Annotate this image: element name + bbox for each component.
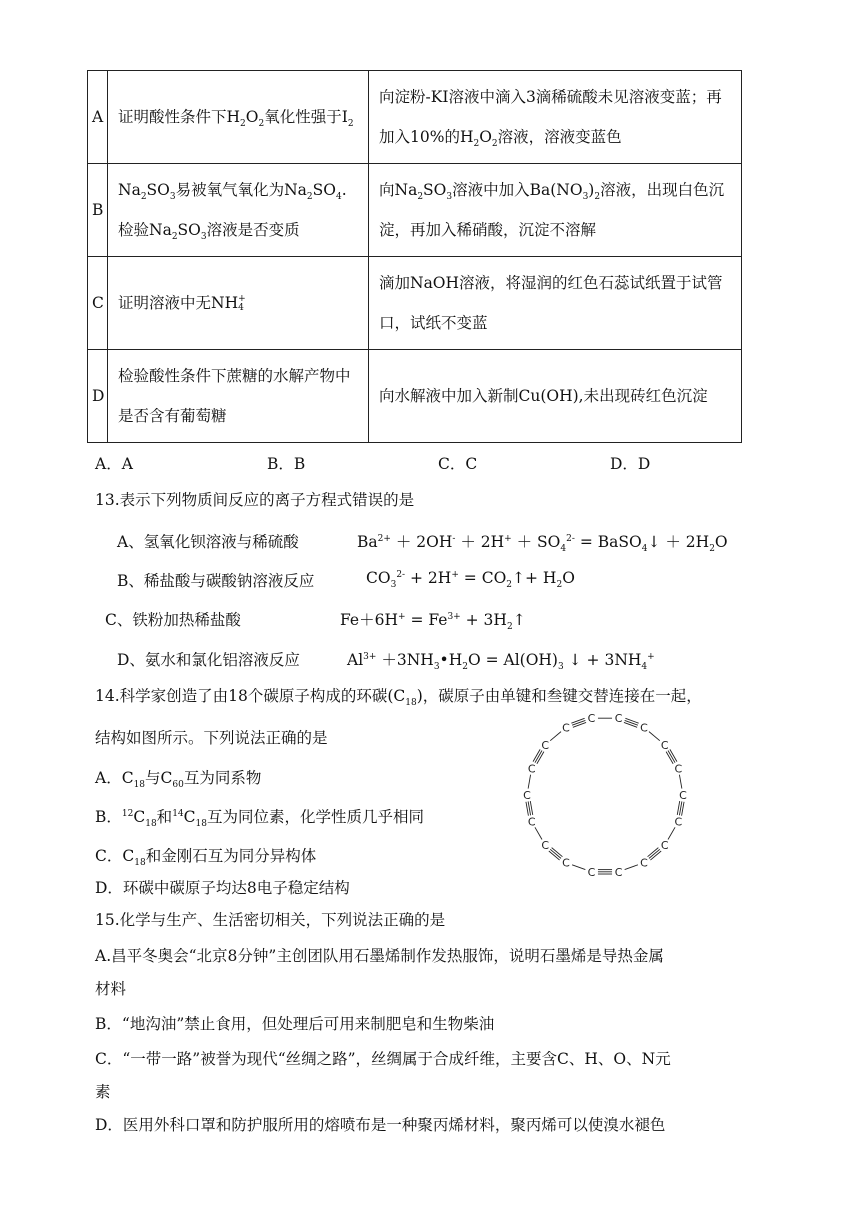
single-bond-line	[679, 775, 681, 789]
carbon-atom-label: C	[660, 738, 669, 752]
q15-option-a-cont: 材料	[95, 980, 127, 998]
carbon-atom-label: C	[614, 865, 623, 879]
carbon-atom-label: C	[640, 856, 648, 870]
row-purpose: $Na_2SO_3$易被氧气氧化为$Na_2SO_4$.检验$Na_2SO_3$溶液是否变质	[108, 164, 369, 257]
carbon-atom-label: C	[527, 762, 536, 776]
q14-option-c: C．$C_{18}$和金刚石互为同分异构体	[95, 847, 317, 869]
table-row	[88, 350, 742, 443]
single-bond-line	[668, 827, 675, 839]
triple-bond-line	[526, 802, 528, 816]
cyclocarbon-ring-diagram	[515, 705, 695, 885]
carbon-atom-label: C	[541, 738, 550, 752]
q13-option-b-label: B、稀盐酸与碳酸钠溶液反应	[117, 572, 315, 590]
triple-bond-line	[530, 801, 532, 815]
experiment-table	[87, 70, 742, 443]
option-a: A．A	[95, 455, 133, 473]
ring-atoms	[523, 712, 687, 879]
single-bond-line	[649, 732, 660, 741]
table-row	[88, 71, 742, 164]
carbon-atom-label: C	[541, 839, 550, 853]
q12-options	[95, 452, 755, 472]
table-row	[88, 257, 742, 350]
single-bond-line	[535, 827, 542, 839]
single-bond-line	[625, 865, 638, 870]
option-d: D．D	[610, 455, 651, 473]
row-label: D	[88, 350, 108, 443]
triple-bond-line	[625, 718, 638, 723]
carbon-atom-label: C	[527, 815, 536, 829]
row-operation: 向水解液中加入新制Cu(OH),未出现砖红色沉淀	[369, 350, 742, 443]
triple-bond-line	[625, 720, 638, 725]
q14-option-a: A．$C_{18}$与$C_{60}$互为同系物	[95, 769, 262, 791]
triple-bond-line	[572, 720, 585, 725]
triple-bond-line	[682, 802, 684, 816]
option-b: B．B	[267, 455, 306, 473]
carbon-atom-label: C	[614, 712, 623, 726]
q15-option-a: A.昌平冬奥会“北京8分钟”主创团队用石墨烯制作发热服饰，说明石墨烯是导热金属	[95, 947, 664, 965]
q13-option-a-equation: $Ba^{2+} + 2OH^- + 2H^+ + SO_4^{2-}$ = BaSO$_4$↓ ＋ $2H_2O$	[357, 533, 728, 555]
q13-option-d-label: D、氨水和氯化铝溶液反应	[117, 651, 300, 669]
carbon-atom-label: C	[679, 789, 687, 802]
q13-stem: 13.表示下列物质间反应的离子方程式错误的是	[95, 491, 415, 509]
row-operation: 向$Na_2SO_3$溶液中加入$Ba(NO_3)_2$溶液，出现白色沉淀，再加入稀硝酸，沉淀不溶解	[369, 164, 742, 257]
q14-option-b: B．$^{12}C_{18}$和$^{14}C_{18}$互为同位素，化学性质几乎相同	[95, 808, 424, 830]
q15-stem: 15.化学与生产、生活密切相关，下列说法正确的是	[95, 911, 446, 929]
carbon-atom-label: C	[674, 762, 683, 776]
option-c: C．C	[438, 455, 478, 473]
row-purpose: 检验酸性条件下蔗糖的水解产物中是否含有葡萄糖	[108, 350, 369, 443]
q14-stem-line1: 14.科学家创造了由18个碳原子构成的环碳$(C_{18})$，碳原子由单键和叁键交替连接在一起，	[95, 687, 702, 709]
q15-option-d: D．医用外科口罩和防护服所用的熔喷布是一种聚丙烯材料，聚丙烯可以使溴水褪色	[95, 1116, 666, 1134]
q15-option-c-cont: 素	[95, 1083, 111, 1101]
q15-option-b: B．“地沟油”禁止食用，但处理后可用来制肥皂和生物柴油	[95, 1015, 495, 1033]
triple-bond-line	[571, 718, 584, 723]
row-operation: 滴加NaOH溶液，将湿润的红色石蕊试纸置于试管口，试纸不变蓝	[369, 257, 742, 350]
carbon-atom-label: C	[523, 789, 531, 802]
carbon-atom-label: C	[562, 856, 570, 870]
triple-bond-line	[528, 801, 530, 815]
carbon-atom-label: C	[660, 839, 669, 853]
triple-bond-line	[679, 801, 681, 815]
row-operation: 向淀粉-KI溶液中滴入3滴稀硫酸未见溶液变蓝；再加入10%的$H_2O_2$溶液，溶液变蓝色	[369, 71, 742, 164]
q14-stem-line2: 结构如图所示。下列说法正确的是	[95, 729, 328, 747]
triple-bond-line	[677, 801, 679, 815]
carbon-atom-label: C	[674, 815, 683, 829]
q13-option-b-equation: $CO_3^{2-} + 2H^+$ = $CO_2↑+ H_2O$	[366, 569, 575, 591]
single-bond-line	[528, 775, 530, 789]
row-purpose: 证明酸性条件下$H_2O_2$氧化性强于$I_2$	[108, 71, 369, 164]
q13-option-c-label: C、铁粉加热稀盐酸	[105, 611, 241, 629]
row-purpose: 证明溶液中无NH + 4	[108, 257, 369, 350]
carbon-atom-label: C	[587, 712, 596, 726]
carbon-atom-label: C	[562, 721, 570, 735]
q13-option-a-label: A、氢氧化钡溶液与稀硫酸	[117, 533, 299, 551]
q14-option-d: D．环碳中碳原子均达8电子稳定结构	[95, 879, 350, 897]
single-bond-line	[550, 732, 561, 741]
q15-option-c: C．“一带一路”被誉为现代“丝绸之路”，丝绸属于合成纤维，主要含C、H、O、N元	[95, 1050, 671, 1068]
row-label: C	[88, 257, 108, 350]
carbon-atom-label: C	[640, 721, 648, 735]
row-label: A	[88, 71, 108, 164]
table-row	[88, 164, 742, 257]
q13-option-d-equation: $Al^{3+}$ $+3NH_3•H_2O = Al(OH)_3$ ↓ + $3NH_4^+$	[347, 651, 655, 673]
single-bond-line	[572, 865, 585, 870]
q13-option-c-equation: $Fe+6H^+ = Fe^{3+}$ + $3H_2↑$	[340, 611, 526, 633]
triple-bond-line	[573, 722, 586, 727]
row-label: B	[88, 164, 108, 257]
triple-bond-line	[624, 722, 637, 727]
carbon-atom-label: C	[587, 865, 596, 879]
